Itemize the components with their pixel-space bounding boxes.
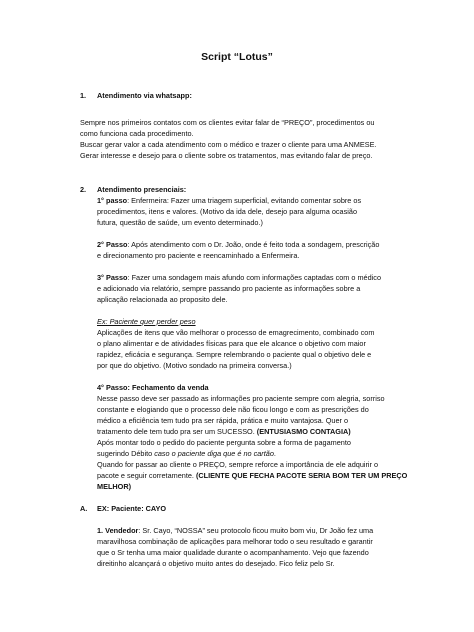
step-3-line: aplicação relacionada ao proposito dele.	[97, 295, 228, 304]
section-1-line: como funciona cada procedimento.	[80, 129, 194, 138]
step-4-line: Nesse passo deve ser passado as informações pro paciente sempre com alegria, sorriso	[97, 394, 385, 403]
step-4-line	[97, 448, 276, 459]
step-4-line: Quando for passar ao cliente o PREÇO, sempre reforce a importância de ele adquirir o	[97, 460, 379, 469]
section-1-line: Buscar gerar valor a cada atendimento com o médico e trazer o cliente para uma ANMESE.	[80, 140, 377, 149]
section-1-line: Gerar interesse e desejo para o cliente sobre os tratamentos, mas evitando falar de preço.	[80, 151, 373, 160]
step-3-line: e adicionado via relatório, sempre passando pro paciente as informações sobre a	[97, 284, 361, 293]
step-2-label: 2° Passo	[97, 240, 128, 249]
step-3-line	[97, 272, 381, 283]
step-4-line: constante e elogiando que o processo dele não ficou longo e com as prescrições do	[97, 405, 369, 414]
step-1-line: futura, questão de saúde, um evento determinado.)	[97, 218, 263, 227]
step-4-line	[97, 470, 407, 481]
step-4-line: MELHOR)	[97, 482, 132, 491]
section-1-number: 1.	[80, 91, 87, 100]
step-1-text: : Enfermeira: Fazer uma triagem superficial, evitando comentar sobre os	[127, 196, 362, 205]
step-2-line	[97, 239, 379, 250]
step-3-text: : Fazer uma sondagem mais afundo com informações captadas com o médico	[127, 273, 382, 282]
step-1-label: 1° passo	[97, 196, 128, 205]
section-2-heading: Atendimento presenciais:	[97, 185, 187, 194]
step-4-text: pacote e seguir corretamente.	[97, 471, 196, 480]
step-4-text: tratamento dele tem tudo pra ser um SUCESSO.	[97, 427, 257, 436]
section-a-heading: EX: Paciente: CAYO	[97, 504, 167, 513]
dialogue-line: maravilhosa combinação de aplicações para melhorar todo o seu resultado e garantir	[97, 537, 373, 546]
dialogue-line: que o Sr tenha uma maior qualidade durante o acompanhamento. Vejo que fazendo	[97, 548, 369, 557]
step-4-italic: caso o paciente diga que é no cartão	[154, 449, 274, 458]
section-a-letter: A.	[80, 504, 88, 513]
step-4-text: sugerindo Débito	[97, 449, 155, 458]
step-4-line: médico a eficiência tem tudo pra ser rápida, prática e muito vantajosa. Quer o	[97, 416, 349, 425]
step-4-heading: 4° Passo: Fechamento da venda	[97, 383, 209, 392]
section-2-number: 2.	[80, 185, 87, 194]
step-2-line: e direcionamento pro paciente e reencaminhado a Enfermeira.	[97, 251, 300, 260]
section-1-heading: Atendimento via whatsapp:	[97, 91, 192, 100]
dialogue-line: direitinho alcançará o objetivo muito antes do desejado. Fico feliz pelo Sr.	[97, 559, 335, 568]
section-1-line: Sempre nos primeiros contatos com os clientes evitar falar de “PREÇO”, procedimentos ou	[80, 118, 375, 127]
example-line: Aplicações de itens que vão melhorar o processo de emagrecimento, combinado com	[97, 328, 375, 337]
step-4-line: Após montar todo o pedido do paciente pergunta sobre a forma de pagamento	[97, 438, 351, 447]
step-3-label: 3° Passo	[97, 273, 128, 282]
dialogue-line	[97, 525, 373, 536]
step-4-text: .	[273, 449, 276, 458]
page-title: Script “Lotus”	[201, 51, 273, 63]
step-4-emphasis: (CLIENTE QUE FECHA PACOTE SERIA BOM TER UM PREÇO	[195, 471, 408, 480]
example-line: o plano alimentar e de atividades físicas para que ele alcance o objetivo com maior	[97, 339, 366, 348]
example-line: por que do objetivo. (Motivo sondado na primeira conversa.)	[97, 361, 292, 370]
example-line: rapidez, eficácia e segurança. Sempre relembrando o paciente qual o objetivo dele e	[97, 350, 372, 359]
step-1-line	[97, 195, 361, 206]
example-heading: Ex: Paciente quer perder peso	[97, 317, 196, 326]
step-4-emphasis: (ENTUSIASMO CONTAGIA)	[256, 427, 351, 436]
step-2-text: : Após atendimento com o Dr. João, onde é feito toda a sondagem, prescrição	[127, 240, 380, 249]
vendedor-label: 1. Vendedor	[97, 526, 139, 535]
dialogue-text: : Sr. Cayo, “NOSSA” seu protocolo ficou muito bom viu, Dr João fez uma	[138, 526, 374, 535]
step-4-line	[97, 426, 351, 437]
step-1-line: procedimentos, itens e valores. (Motivo da ida dele, desejo para alguma ocasião	[97, 207, 357, 216]
